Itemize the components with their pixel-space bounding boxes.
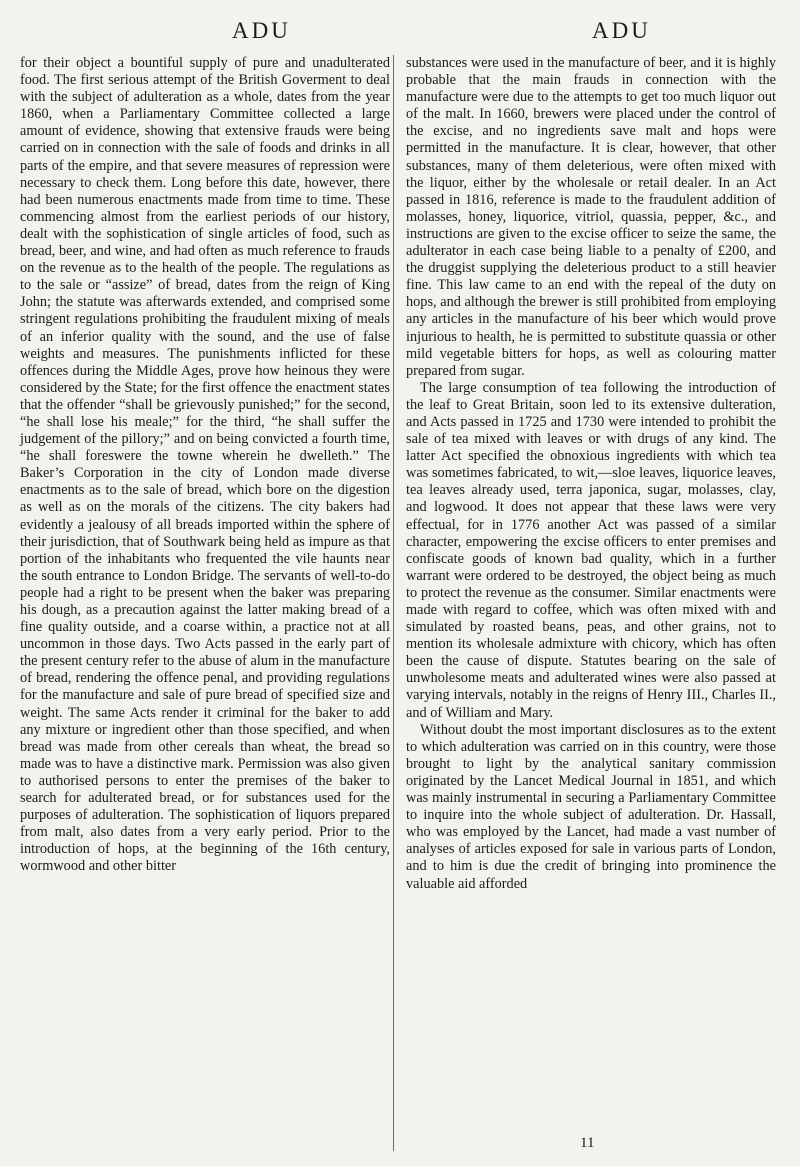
left-column <box>20 55 390 876</box>
header-left: ADU <box>232 18 291 43</box>
page-number: 11 <box>580 1135 595 1151</box>
paragraph: for their object a bountiful supply of pure and unadulterated food. The first serious attempt of the British Goverment to deal with the subject of adulteration as a whole, dates from the year 1860, when a Parliamentary Committee collected a large amount of evidence, showing that extensive frauds were being carried on in connection with the sale of foods and drinks in all parts of the empire, and that severe measures of repression were necessary to check them. Long before this date, however, there had been numerous enactments made from time to time. These commencing almost from the earliest periods of our history, dealt with the sophistication of single articles of food, such as bread, beer, and wine, and had often as much reference to frauds on the revenue as to the health of the people. The regulations as to the sale or “assize” of bread, dates from the reign of King John; the statute was afterwards extended, and comprised some stringent regulations prohibiting the fraudulent mixing of meals of an inferior quality with the sound, and the use of false weights and measures. The punishments inflicted for these offences during the Middle Ages, prove how heinous they were considered by the State; for the first offence the enactment states that the offender “shall be grievously punished;” for the second, “he shall lose his meale;” for the third, “he shall suffer the judgement of the pillory;” and on being convicted a fourth time, “he shall foreswere the towne wherein he dwelleth.” The Baker’s Corporation in the city of London made diverse enactments as to the sale of bread, which bore on the digestion as well as on the morals of the citizens. The city bakers had evidently a jealousy of all breads imported within the sphere of their jurisdiction, that of Southwark being held as impure as that portion of the inhabitants who frequented the vile haunts near the south entrance to London Bridge. The servants of well-to-do people had a right to be present when the baker was preparing his dough, as a precaution against the latter making bread of a fine quality outside, and a coarse within, a practice not at all uncommon in those days. Two Acts passed in the early part of the present century refer to the abuse of alum in the manufacture of bread, rendering the offence penal, and providing regulations for the manufacture and sale of pure bread of specified size and weight. The same Acts render it criminal for the baker to add any mixture or ingredient other than those specified, and when bread was made from other cereals than wheat, the bread so made was to have a distinctive mark. Permission was also given to authorised persons to enter the premises of the baker to search for adulterated bread, or for substances used for the purposes of adulteration. The sophistication of liquors prepared from malt, also dates from a very early period. Prior to the introduction of hops, at the beginning of the 16th century, wormwood and other bitter <box>20 55 390 875</box>
paragraph: The large consumption of tea following the introduction of the leaf to Great Britain, soon led to its extensive dulteration, and Acts passed in 1725 and 1730 were intended to prohibit the sale of tea mixed with leaves or with drugs of any kind. The latter Act specified the obnoxious ingredients with which tea was sometimes fabricated, to wit,—sloe leaves, liquorice leaves, tea leaves already used, terra japonica, sugar, molasses, clay, and logwood. It does not appear that these laws were very effectual, for in 1776 another Act was passed of a similar character, empowering the excise officers to enter premises and confiscate goods of known bad quality, which in a further warrant were ordered to be destroyed, the object being as much to protect the revenue as the consumer. Similar enactments were made with regard to coffee, which was often mixed with and simulated by roasted beans, peas, and other grains, not to mention its wholesale admixture with chicory, which has often been the cause of dispute. Statutes bearing on the sale of unwholesome meats and adulterated wines were also passed at varying intervals, notably in the reigns of Henry III., Charles II., and of William and Mary. <box>406 379 776 721</box>
paragraph: substances were used in the manufacture of beer, and it is highly probable that the main frauds in connection with the manufacture were due to the attempts to get too much liquor out of the malt. In 1660, brewers were placed under the control of the excise, and no ingredients save malt and hops were permitted in the manufacture. It is clear, however, that other substances, many of them deleterious, were often mixed with the liquor, either by the wholesale or retail dealer. In an Act passed in 1816, reference is made to the fraudulent addition of molasses, honey, liquorice, vitriol, quassia, pepper, &c., and instructions are given to the excise officer to seize the same, the adulterator in each case being liable to a penalty of £200, and the druggist supplying the deleterious product to a still heavier fine. This law came to an end with the repeal of the duty on hops, and although the brewer is still prohibited from employing any articles in the manufacture of his beer which would prove injurious to health, he is permitted to substitute quassia or other mild vegetable bitters for hops, as well as colouring matter prepared from sugar. <box>406 55 776 379</box>
running-header <box>20 18 780 50</box>
header-right: ADU <box>592 18 651 43</box>
paragraph: Without doubt the most important disclosures as to the extent to which adulteration was carried on in this country, were those brought to light by the analytical sanitary commission originated by the Lancet Medical Journal in 1851, and which was mainly instrumental in securing a Parliamentary Committee to inquire into the whole subject of adulteration. Dr. Hassall, who was employed by the Lancet, had made a vast number of analyses of articles exposed for sale in various parts of London, and to him is due the credit of bringing into prominence the valuable aid afforded <box>406 721 776 892</box>
column-divider <box>393 55 394 1151</box>
right-column <box>406 55 776 893</box>
